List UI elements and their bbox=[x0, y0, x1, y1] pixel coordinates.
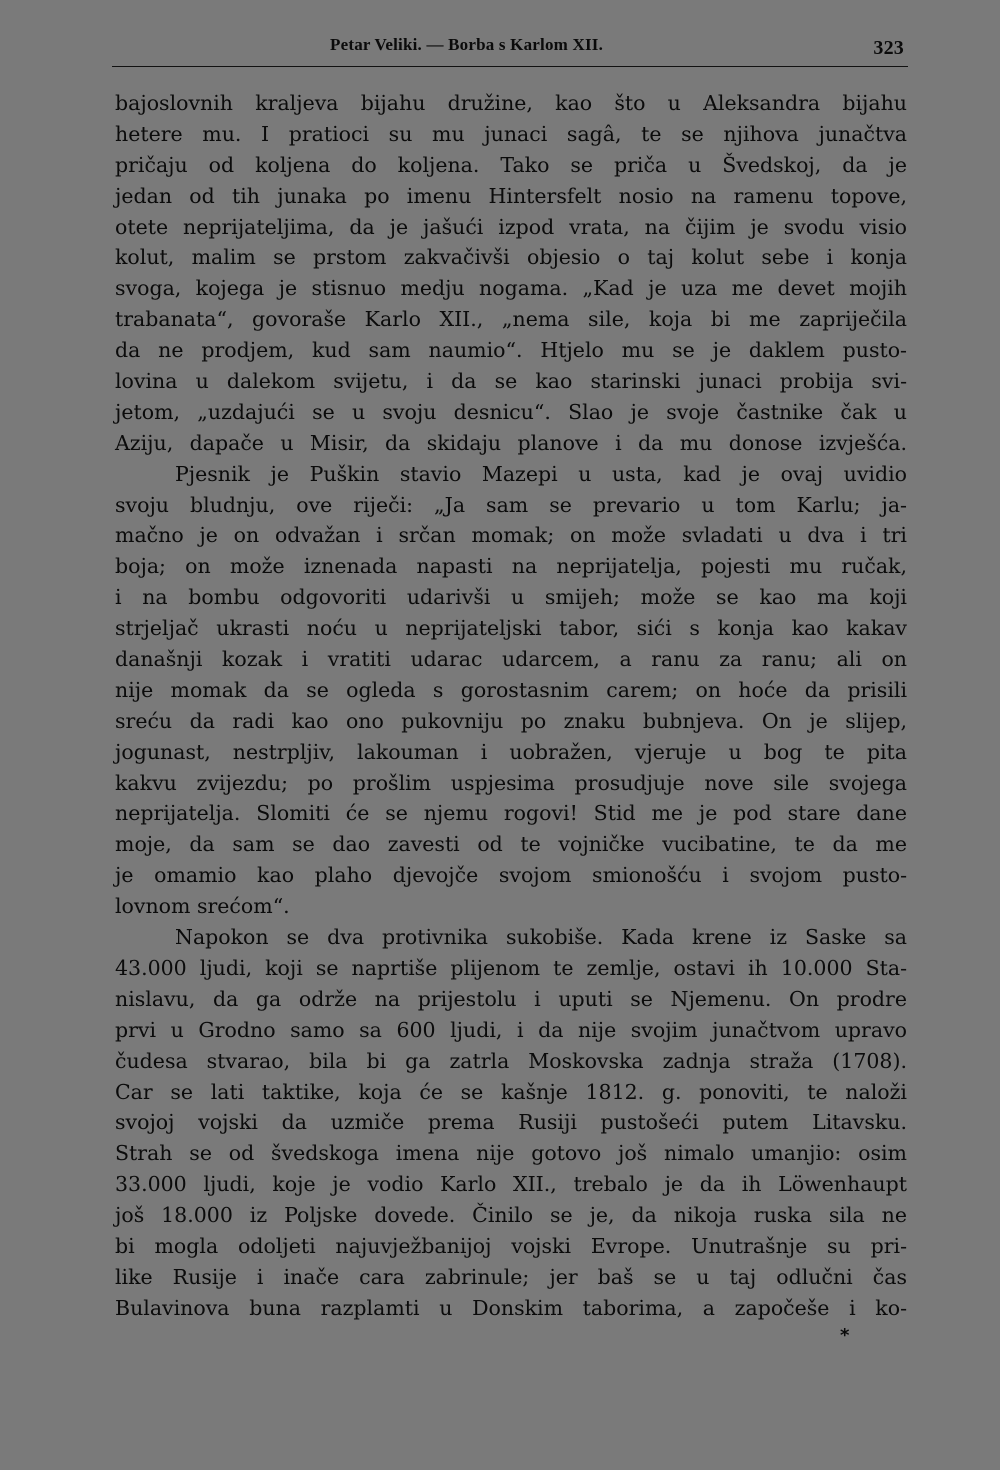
text-line: hetere mu. I pratioci su mu junaci sagâ, te se njihova junačtva bbox=[115, 121, 907, 146]
paragraph-start-line: Pjesnik je Puškin stavio Mazepi u usta, kad je ovaj uvidio bbox=[175, 461, 907, 486]
text-line: moje, da sam se dao zavesti od te vojničke vucibatine, te da me bbox=[115, 832, 907, 857]
signature-mark: * bbox=[840, 1325, 850, 1346]
text-line: 43.000 ljudi, koji se naprtiše plijenom te zemlje, ostavi ih 10.000 Sta- bbox=[115, 955, 907, 980]
text-line: mačno je on odvažan i srčan momak; on može svladati u dva i tri bbox=[115, 523, 907, 548]
text-line: bi mogla odoljeti najuvježbanijoj vojski Evrope. Unutrašnje su pri- bbox=[115, 1233, 907, 1258]
text-line: kakvu zvijezdu; po prošlim uspjesima prosudjuje nove sile svojega bbox=[115, 770, 907, 795]
text-line: Bulavinova buna razplamti u Donskim taborima, a započeše i ko- bbox=[115, 1295, 907, 1320]
text-line: svojoj vojski da uzmiče prema Rusiji pustošeći putem Litavsku. bbox=[115, 1110, 907, 1135]
running-head bbox=[112, 33, 912, 59]
text-line: svoga, kojega je stisnuo medju nogama. „Kad je uza me devet mojih bbox=[115, 276, 907, 301]
text-line: kolut, malim se prstom zakvačivši objesio o taj kolut sebe i konja bbox=[115, 245, 907, 270]
text-line: 33.000 ljudi, koje je vodio Karlo XII., trebalo je da ih Löwenhaupt bbox=[115, 1172, 907, 1197]
text-line: sreću da radi kao ono pukovniju po znaku bubnjeva. On je slijep, bbox=[115, 708, 907, 733]
text-line: svoju bludnju, ove riječi: „Ja sam se prevario u tom Karlu; ja- bbox=[115, 492, 907, 517]
text-line: nislavu, da ga održe na prijestolu i uputi se Njemenu. On prodre bbox=[115, 986, 907, 1011]
text-line: je omamio kao plaho djevojče svojom smionošću i svojom pusto- bbox=[115, 863, 907, 888]
text-line: i na bombu odgovoriti udarivši u smijeh; može se kao ma koji bbox=[115, 585, 907, 610]
text-line: još 18.000 iz Poljske dovede. Činilo se je, da nikoja ruska sila ne bbox=[115, 1203, 907, 1228]
text-line: da ne prodjem, kud sam naumio“. Htjelo mu se je daklem pusto- bbox=[115, 338, 907, 363]
text-line: strjeljač ukrasti noću u neprijateljski tabor, sići s konja kao kakav bbox=[115, 616, 907, 641]
text-line: današnji kozak i vratiti udarac udarcem, a ranu za ranu; ali on bbox=[115, 647, 907, 672]
text-line: like Rusije i inače cara zabrinule; jer baš se u taj odlučni čas bbox=[115, 1264, 907, 1289]
text-line: nije momak da se ogleda s gorostasnim carem; on hoće da prisili bbox=[115, 677, 907, 702]
text-line: trabanata“, govoraše Karlo XII., „nema sile, koja bi me zapriječila bbox=[115, 307, 907, 332]
paragraph-end-line: lovnom srećom“. bbox=[115, 894, 290, 919]
text-line: jedan od tih junaka po imenu Hintersfelt nosio na ramenu topove, bbox=[115, 183, 907, 208]
header-rule bbox=[112, 66, 908, 67]
text-line: boja; on može iznenada napasti na neprijatelja, pojesti mu ručak, bbox=[115, 554, 907, 579]
text-line: Aziju, dapače u Misir, da skidaju planove i da mu donose izvješća. bbox=[115, 430, 907, 455]
text-line: Strah se od švedskoga imena nije gotovo još nimalo umanjio: osim bbox=[115, 1141, 907, 1166]
page-number: 323 bbox=[873, 37, 904, 59]
text-line: otete neprijateljima, da je jašući izpod vrata, na čijim je svodu visio bbox=[115, 214, 907, 239]
paragraph-start-line: Napokon se dva protivnika sukobiše. Kada krene iz Saske sa bbox=[175, 925, 907, 950]
body-text bbox=[115, 88, 907, 1324]
text-line: jogunast, nestrpljiv, lakouman i uobražen, vjeruje u bog te pita bbox=[115, 739, 907, 764]
running-title: Petar Veliki. — Borba s Karlom XII. bbox=[330, 35, 604, 54]
text-line: Car se lati taktike, koja će se kašnje 1812. g. ponoviti, te naloži bbox=[115, 1079, 907, 1104]
text-line: lovina u dalekom svijetu, i da se kao starinski junaci probija svi- bbox=[115, 369, 907, 394]
text-line: jetom, „uzdajući se u svoju desnicu“. Slao je svoje častnike čak u bbox=[115, 399, 907, 424]
text-line: čudesa stvarao, bila bi ga zatrla Moskovska zadnja straža (1708). bbox=[115, 1048, 907, 1073]
text-line: prvi u Grodno samo sa 600 ljudi, i da nije svojim junačtvom upravo bbox=[115, 1017, 907, 1042]
text-line: neprijatelja. Slomiti će se njemu rogovi! Stid me je pod stare dane bbox=[115, 801, 907, 826]
text-line: pričaju od koljena do koljena. Tako se priča u Švedskoj, da je bbox=[115, 152, 907, 177]
text-line: bajoslovnih kraljeva bijahu družine, kao što u Aleksandra bijahu bbox=[115, 91, 907, 115]
